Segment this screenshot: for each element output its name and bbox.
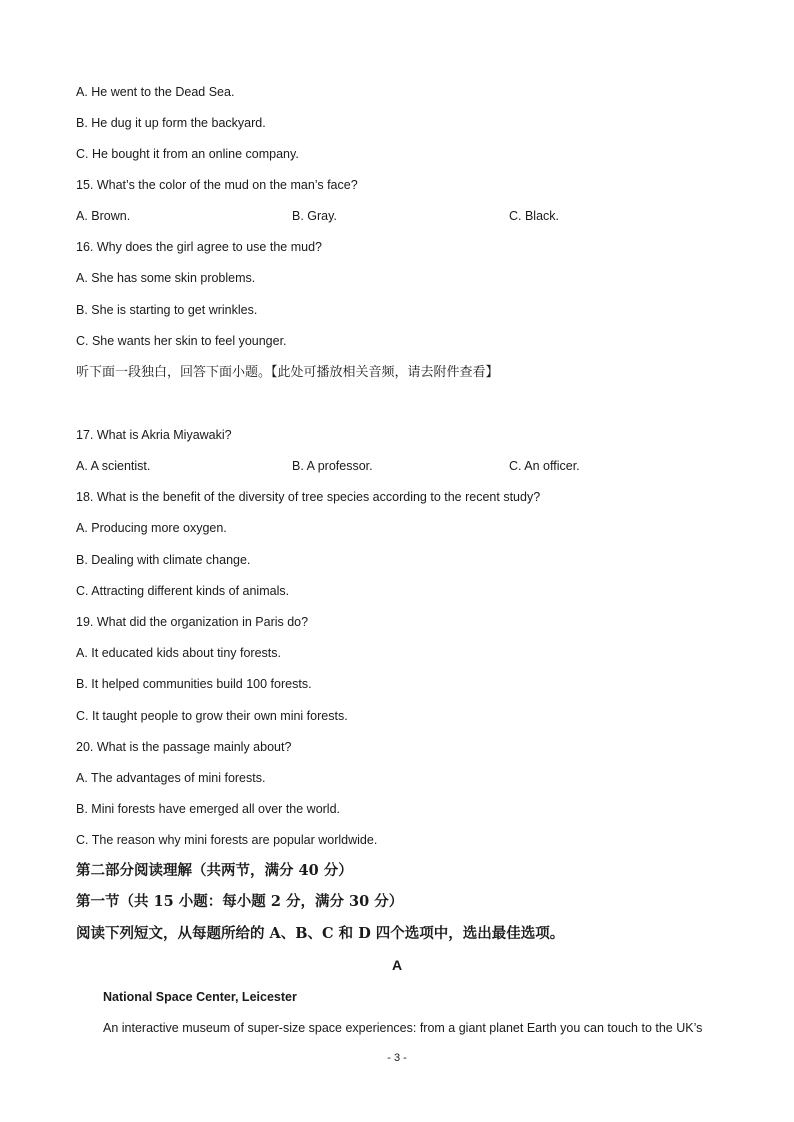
question-18: 18. What is the benefit of the diversity of tree species according to the recent study? [76,490,541,504]
part-two-heading: 第二部分阅读理解（共两节，满分 40 分） [76,862,353,879]
q19-option-c: C. It taught people to grow their own mini forests. [76,709,348,723]
q18-option-a: A. Producing more oxygen. [76,521,227,535]
q15-option-b: B. Gray. [292,209,337,223]
question-15: 15. What’s the color of the mud on the man’s face? [76,178,358,192]
q15-option-c: C. Black. [509,209,560,223]
question-17: 17. What is Akria Miyawaki? [76,428,232,442]
q18-option-b: B. Dealing with climate change. [76,553,251,567]
q15-option-a: A. Brown. [76,209,131,223]
q17-option-a: A. A scientist. [76,459,151,473]
question-16: 16. Why does the girl agree to use the mud? [76,240,322,254]
q16-option-b: B. She is starting to get wrinkles. [76,303,258,317]
q20-option-a: A. The advantages of mini forests. [76,771,266,785]
q17-option-c: C. An officer. [509,459,580,473]
passage-letter: A [391,957,403,973]
passage-title: National Space Center, Leicester [103,990,297,1004]
listening-instruction: 听下面一段独白，回答下面小题。【此处可播放相关音频，请去附件查看】 [76,365,499,380]
section-one-heading: 第一节（共 15 小题：每小题 2 分，满分 30 分） [76,893,404,910]
passage-text: An interactive museum of super-size space experiences: from a giant planet Earth you can touch to the UK’s [103,1021,703,1035]
l01: A. He went to the Dead Sea. [76,85,235,99]
q19-option-a: A. It educated kids about tiny forests. [76,646,281,660]
q17-option-b: B. A professor. [292,459,373,473]
q16-option-c: C. She wants her skin to feel younger. [76,334,287,348]
q19-option-b: B. It helped communities build 100 forests. [76,677,312,691]
reading-directions: 阅读下列短文，从每题所给的 A、B、C 和 D 四个选项中，选出最佳选项。 [76,925,565,942]
q18-option-c: C. Attracting different kinds of animals. [76,584,290,598]
q20-option-b: B. Mini forests have emerged all over the world. [76,802,341,816]
question-20: 20. What is the passage mainly about? [76,740,292,754]
l03: C. He bought it from an online company. [76,147,299,161]
question-19: 19. What did the organization in Paris do? [76,615,309,629]
q16-option-a: A. She has some skin problems. [76,271,256,285]
q20-option-c: C. The reason why mini forests are popular worldwide. [76,833,378,847]
l02: B. He dug it up form the backyard. [76,116,266,130]
page-number: - 3 - [387,1052,407,1064]
